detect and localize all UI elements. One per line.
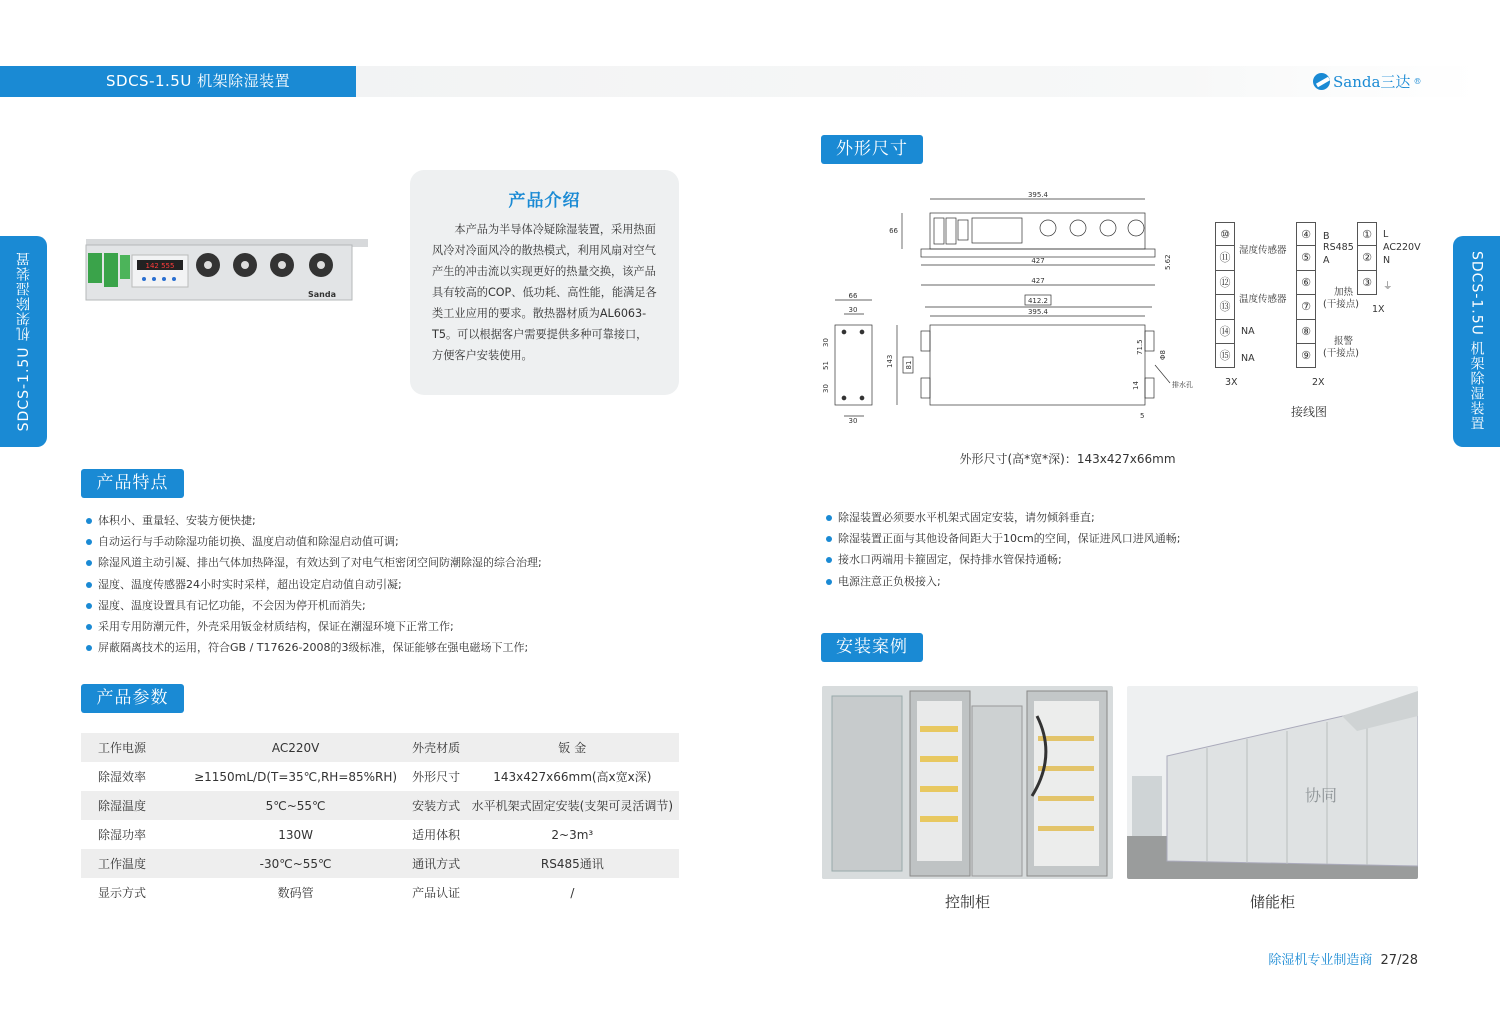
params-heading: 产品参数 bbox=[81, 684, 184, 713]
param-label: 安装方式 bbox=[397, 791, 466, 820]
footer bbox=[1268, 949, 1418, 968]
side-tab-left bbox=[0, 236, 47, 447]
param-value: AC220V bbox=[194, 733, 397, 762]
feature-item: 湿度、温度设置具有记忆功能，不会因为停开机而消失; bbox=[81, 595, 542, 616]
dim-label: 395.4 bbox=[1027, 191, 1049, 199]
intro-box bbox=[410, 170, 679, 395]
dimensions-caption: 外形尺寸(高*宽*深)：143x427x66mm bbox=[959, 452, 1176, 466]
note-item: 除湿装置正面与其他设备间距大于10cm的空间，保证进风口进风通畅; bbox=[821, 528, 1180, 549]
registered-mark: ® bbox=[1413, 77, 1422, 86]
param-value: -30℃~55℃ bbox=[194, 849, 397, 878]
dim-label: 143 bbox=[886, 354, 894, 368]
page-number: 27/28 bbox=[1380, 953, 1418, 968]
case-caption: 储能柜 bbox=[1249, 893, 1295, 911]
wiring-caption: 接线图 bbox=[1291, 405, 1328, 419]
param-value: 钣 金 bbox=[466, 733, 679, 762]
wiring-label: (干接点) bbox=[1323, 348, 1359, 359]
terminal-block-2x bbox=[1296, 222, 1316, 368]
param-label: 适用体积 bbox=[412, 828, 461, 842]
params-row bbox=[81, 733, 679, 762]
brand-logo bbox=[1313, 71, 1421, 92]
param-label: 外形尺寸 bbox=[412, 770, 461, 784]
param-value: 143x427x66mm(高x宽x深) bbox=[493, 770, 652, 784]
dim-label: 51 bbox=[822, 361, 830, 370]
param-label: 外壳材质 bbox=[397, 733, 466, 762]
dim-label: 81 bbox=[905, 360, 913, 370]
dim-label: Φ8 bbox=[1159, 350, 1167, 360]
feature-item: 湿度、温度传感器24小时实时采样，超出设定启动值自动引凝; bbox=[81, 574, 542, 595]
install-notes bbox=[821, 507, 1180, 592]
dim-label: 30 bbox=[848, 306, 858, 314]
param-value: 5℃~55℃ bbox=[194, 791, 397, 820]
dim-label: 66 bbox=[848, 292, 858, 300]
param-value: 水平机架式固定安装(支架可灵活调节) bbox=[466, 791, 679, 820]
dimensions-heading: 外形尺寸 bbox=[821, 135, 923, 164]
params-table bbox=[81, 733, 679, 907]
feature-item: 体积小、重量轻、安装方便快捷; bbox=[81, 510, 542, 531]
terminal: ⑤ bbox=[1296, 246, 1316, 270]
terminal-block-3x bbox=[1215, 222, 1235, 368]
dim-label: 412.2 bbox=[1027, 297, 1049, 305]
terminal: ⑧ bbox=[1296, 320, 1316, 344]
dimension-drawing bbox=[820, 185, 1200, 425]
wiring-label: NA bbox=[1241, 326, 1255, 337]
dim-label: 5.62 bbox=[1164, 254, 1172, 270]
dim-label: 14 bbox=[1132, 381, 1140, 390]
params-row bbox=[81, 849, 679, 878]
terminal: ⑫ bbox=[1215, 271, 1235, 295]
param-label: 工作电源 bbox=[81, 733, 194, 762]
param-value: / bbox=[570, 885, 575, 900]
param-value: 数码管 bbox=[277, 886, 314, 900]
page-title: SDCS-1.5U 机架除湿装置 bbox=[0, 66, 356, 97]
wiring-label: 温度传感器 bbox=[1239, 294, 1287, 305]
dim-label: 395.4 bbox=[1027, 308, 1049, 316]
block-name: 2X bbox=[1312, 377, 1325, 388]
features-list bbox=[81, 510, 542, 658]
param-label: 通讯方式 bbox=[397, 849, 466, 878]
wiring-label: RS485 bbox=[1323, 242, 1354, 253]
param-value: 2~3m³ bbox=[551, 827, 594, 842]
case-caption: 控制柜 bbox=[944, 893, 990, 911]
dim-label: 5 bbox=[1140, 412, 1145, 420]
note-item: 电源注意正负极接入; bbox=[821, 571, 1180, 592]
terminal: ② bbox=[1357, 246, 1377, 270]
wiring-label: B bbox=[1323, 231, 1330, 242]
product-logo: Sanda bbox=[308, 290, 336, 299]
terminal: ⑬ bbox=[1215, 295, 1235, 319]
param-value: ≥1150mL/D(T=35℃,RH=85%RH) bbox=[194, 769, 398, 784]
wiring-diagram bbox=[1205, 222, 1430, 422]
terminal: ④ bbox=[1296, 222, 1316, 246]
control-cabinet-photo bbox=[822, 686, 1113, 879]
features-heading: 产品特点 bbox=[81, 469, 184, 498]
terminal: ⑩ bbox=[1215, 222, 1235, 246]
product-image bbox=[82, 235, 372, 305]
note-item: 除湿装置必须要水平机架式固定安装，请勿倾斜垂直; bbox=[821, 507, 1180, 528]
intro-text: 本产品为半导体冷疑除湿装置，采用热面风冷对冷面风冷的散热模式，利用风扇对空气产生的冲击流以实现更好的热量交换，该产品具有较高的COP、低功耗、高性能，能满足各类工业应用的要求。散热器材质为AL6063-T5。可以根据客户需要提供多种可靠接口，方便客户安装使用。 bbox=[432, 223, 657, 362]
feature-item: 采用专用防潮元件，外壳采用钣金材质结构，保证在潮湿环境下正常工作; bbox=[81, 616, 542, 637]
param-value: RS485通讯 bbox=[466, 849, 679, 878]
wiring-label: AC220V bbox=[1383, 242, 1421, 253]
side-tab-label: SDCS-1.5U 机架除湿装置 bbox=[15, 251, 32, 432]
param-label: 除湿效率 bbox=[98, 770, 147, 784]
wiring-label: NA bbox=[1241, 353, 1255, 364]
cabinet-sign: 协同 bbox=[1305, 786, 1338, 805]
params-row bbox=[81, 762, 679, 791]
wiring-label: 报警 bbox=[1334, 336, 1354, 347]
cases-heading: 安装案例 bbox=[821, 633, 923, 662]
wiring-label: L bbox=[1383, 229, 1389, 240]
feature-item: 自动运行与手动除湿功能切换、温度启动值和除湿启动值可调; bbox=[81, 531, 542, 552]
dim-label: 排水孔 bbox=[1172, 381, 1193, 389]
params-row bbox=[81, 878, 679, 907]
dim-label: 427 bbox=[1031, 257, 1045, 265]
terminal: ③ bbox=[1357, 271, 1377, 295]
terminal: ① bbox=[1357, 222, 1377, 246]
terminal: ⑭ bbox=[1215, 320, 1235, 344]
terminal: ⑦ bbox=[1296, 295, 1316, 319]
product-display: 142 555 bbox=[145, 262, 175, 270]
param-label: 产品认证 bbox=[412, 886, 461, 900]
footer-tagline: 除湿机专业制造商 bbox=[1268, 953, 1373, 968]
params-row bbox=[81, 791, 679, 820]
block-name: 3X bbox=[1225, 377, 1238, 388]
wiring-label: A bbox=[1323, 255, 1330, 266]
feature-item: 屏蔽隔离技术的运用，符合GB / T17626-2008的3级标准，保证能够在强电磁场下工作; bbox=[81, 637, 542, 658]
side-tab-right bbox=[1453, 236, 1500, 447]
terminal: ⑮ bbox=[1215, 344, 1235, 368]
param-label: 除湿功率 bbox=[98, 828, 147, 842]
note-item: 接水口两端用卡箍固定，保持排水管保持通畅; bbox=[821, 549, 1180, 570]
side-tab-label: SDCS-1.5U 机架除湿装置 bbox=[1468, 251, 1485, 432]
param-label: 除湿温度 bbox=[81, 791, 194, 820]
energy-storage-cabinet-photo bbox=[1127, 686, 1418, 879]
dim-label: 30 bbox=[822, 338, 830, 347]
dim-label: 71.5 bbox=[1136, 339, 1144, 355]
intro-title: 产品介绍 bbox=[508, 191, 581, 211]
terminal: ⑪ bbox=[1215, 246, 1235, 270]
terminal-block-1x bbox=[1357, 222, 1377, 295]
wiring-label: ⏚ bbox=[1383, 281, 1393, 292]
block-name: 1X bbox=[1372, 304, 1385, 315]
dim-label: 30 bbox=[822, 384, 830, 393]
dim-label: 427 bbox=[1031, 277, 1045, 285]
terminal: ⑥ bbox=[1296, 271, 1316, 295]
wiring-label: 湿度传感器 bbox=[1239, 245, 1287, 256]
dim-label: 30 bbox=[848, 417, 858, 425]
wiring-label: N bbox=[1383, 255, 1391, 266]
terminal: ⑨ bbox=[1296, 344, 1316, 368]
dim-label: 66 bbox=[889, 227, 898, 235]
param-label: 工作温度 bbox=[81, 849, 194, 878]
brand-name: Sanda三达 bbox=[1333, 73, 1411, 91]
params-row bbox=[81, 820, 679, 849]
wiring-label: (干接点) bbox=[1323, 299, 1359, 310]
feature-item: 除湿风道主动引凝、排出气体加热降湿，有效达到了对电气柜密闭空间防潮除湿的综合治理; bbox=[81, 552, 542, 573]
param-label: 显示方式 bbox=[98, 886, 147, 900]
param-value: 130W bbox=[278, 827, 313, 842]
sanda-logo-icon bbox=[1313, 73, 1330, 90]
wiring-label: 加热 bbox=[1334, 287, 1354, 298]
